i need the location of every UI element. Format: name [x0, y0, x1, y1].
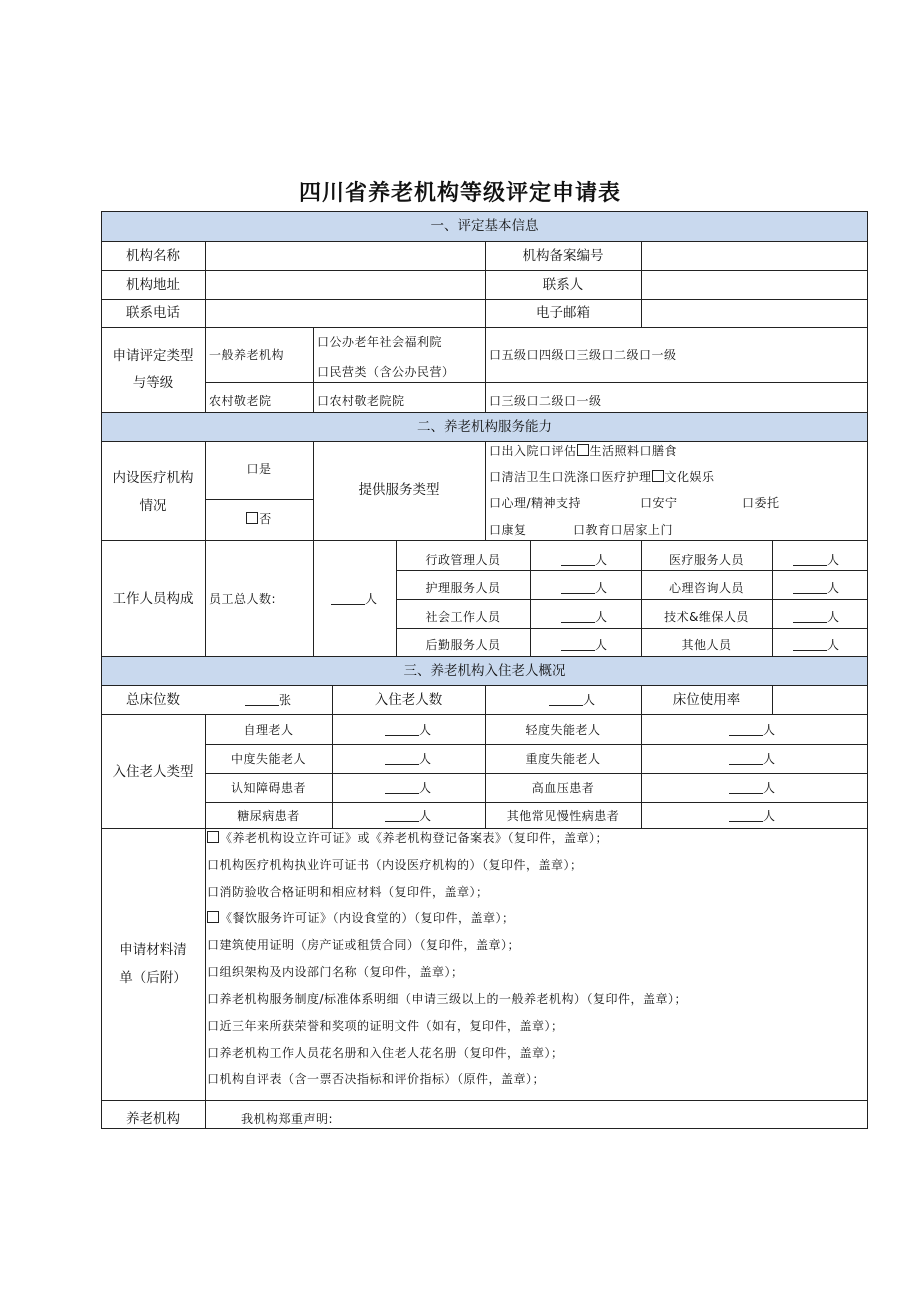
counseling-staff-label: 心理咨询人员 — [668, 581, 744, 595]
address-field[interactable] — [207, 272, 484, 298]
divider — [313, 327, 314, 412]
material-item[interactable]: 口养老机构服务制度/标准体系明细（申请三级以上的一般养老机构）（复印件，盖章）； — [207, 992, 688, 1006]
unit-text: 人 — [595, 638, 608, 652]
moderate-disability-field[interactable] — [385, 751, 432, 767]
logistics-staff-label: 后勤服务人员 — [425, 638, 501, 652]
unit-text: 人 — [827, 638, 840, 652]
self-care-label: 自理老人 — [243, 723, 294, 737]
rural-option[interactable]: 口农村敬老院院 — [317, 394, 405, 408]
email-label: 电子邮箱 — [536, 305, 590, 321]
checkbox-icon — [652, 470, 664, 482]
service-type-label: 提供服务类型 — [358, 482, 440, 498]
admin-staff-field[interactable] — [561, 552, 608, 568]
divider — [101, 828, 868, 829]
service-option-text: 生活照料口膳食 — [589, 444, 678, 458]
divider — [396, 570, 868, 571]
severe-disability-label: 重度失能老人 — [525, 752, 601, 766]
section3-heading: 三、养老机构入住老人概况 — [403, 663, 566, 679]
medical-no-option[interactable] — [205, 511, 313, 527]
divider — [772, 685, 773, 714]
checkbox-icon — [207, 831, 219, 843]
admin-staff-label: 行政管理人员 — [425, 553, 501, 567]
page-title: 四川省养老机构等级评定申请表 — [298, 181, 621, 206]
divider — [396, 628, 868, 629]
chronic-label: 其他常见慢性病患者 — [506, 809, 620, 823]
record-number-field[interactable] — [643, 243, 866, 269]
material-item[interactable]: 口组织架构及内设部门名称（复印件，盖章）； — [207, 965, 464, 979]
unit-text: 人 — [419, 781, 432, 795]
unit-text: 人 — [827, 610, 840, 624]
moderate-disability-label: 中度失能老人 — [230, 752, 306, 766]
social-staff-field[interactable] — [561, 609, 608, 625]
service-option-text: 口出入院口评估 — [489, 444, 577, 458]
checkbox-icon — [207, 911, 219, 923]
medical-staff-label: 医疗服务人员 — [668, 553, 744, 567]
divider — [205, 802, 868, 803]
contact-label: 联系人 — [542, 277, 584, 293]
section2-heading: 二、养老机构服务能力 — [417, 419, 552, 435]
divider — [332, 714, 333, 828]
occupancy-label: 床位使用率 — [672, 692, 741, 708]
service-options-line[interactable] — [489, 443, 677, 459]
divider — [101, 1100, 868, 1101]
border-bottom — [101, 1128, 868, 1129]
unit-text: 人 — [583, 693, 596, 707]
diabetes-field[interactable] — [385, 808, 432, 824]
hypertension-label: 高血压患者 — [531, 781, 595, 795]
residents-label: 入住老人数 — [374, 692, 443, 708]
service-option-text: 口清洁卫生口洗涤口医疗护理 — [489, 470, 652, 484]
staff-total-label: 员工总人数: — [209, 592, 277, 606]
service-option-education[interactable]: 口教育口居家上门 — [573, 523, 674, 537]
divider — [530, 540, 531, 656]
technical-staff-label: 技术&维保人员 — [664, 610, 749, 624]
materials-label: 申请材料清 — [119, 942, 187, 958]
rural-grade-options[interactable]: 口三级口二级口一级 — [489, 394, 602, 408]
material-item[interactable]: 口消防验收合格证明和相应材料（复印件，盖章）； — [207, 885, 489, 899]
other-staff-label: 其他人员 — [681, 638, 732, 652]
mild-disability-label: 轻度失能老人 — [525, 723, 601, 737]
unit-text: 人 — [595, 610, 608, 624]
divider — [205, 241, 206, 412]
staff-total-field[interactable] — [331, 591, 378, 607]
medical-staff-field[interactable] — [793, 552, 840, 568]
service-option-hospice[interactable]: 口安宁 — [640, 496, 678, 510]
org-name-label: 机构名称 — [126, 248, 180, 264]
address-label: 机构地址 — [126, 277, 180, 293]
divider — [641, 241, 642, 327]
phone-label: 联系电话 — [126, 305, 180, 321]
type-label: 申请评定类型 — [112, 348, 194, 364]
unit-text: 人 — [827, 553, 840, 567]
checkbox-icon — [577, 444, 589, 456]
nursing-staff-field[interactable] — [561, 580, 608, 596]
divider — [313, 540, 314, 656]
unit-text: 人 — [419, 723, 432, 737]
record-number-label: 机构备案编号 — [522, 248, 604, 264]
diabetes-label: 糖尿病患者 — [237, 809, 300, 823]
unit-text: 人 — [763, 723, 776, 737]
nursing-staff-label: 护理服务人员 — [425, 581, 501, 595]
unit-text: 人 — [763, 809, 776, 823]
divider — [205, 714, 206, 1128]
general-option-private[interactable]: 口民营类（含公办民营） — [317, 365, 455, 379]
unit-text: 人 — [763, 781, 776, 795]
contact-field[interactable] — [643, 272, 866, 298]
staff-label: 工作人员构成 — [112, 591, 194, 607]
materials-label: 单（后附） — [119, 970, 187, 986]
resident-types-label: 入住老人类型 — [112, 764, 194, 780]
border-top — [101, 211, 868, 212]
material-item[interactable] — [207, 910, 515, 926]
divider — [205, 773, 868, 774]
medical-label: 内设医疗机构 — [112, 470, 194, 486]
material-item[interactable]: 口建筑使用证明（房产证或租赁合同）（复印件，盖章）； — [207, 938, 521, 952]
cognitive-field[interactable] — [385, 780, 432, 796]
occupancy-field[interactable] — [774, 687, 866, 713]
counseling-staff-field[interactable] — [793, 580, 840, 596]
declaration-text: 我机构郑重声明: — [241, 1112, 334, 1126]
divider — [205, 499, 313, 500]
medical-yes-option[interactable]: 口是 — [246, 462, 272, 476]
unit-text: 人 — [419, 809, 432, 823]
material-text: 《养老机构设立许可证》或《养老机构登记备案表》（复印件，盖章）； — [220, 831, 609, 845]
divider — [396, 599, 868, 600]
general-grade-options[interactable]: 口五级口四级口三级口二级口一级 — [489, 348, 677, 362]
chronic-field[interactable] — [729, 808, 776, 824]
divider — [101, 656, 868, 657]
medical-no-text: 否 — [259, 512, 272, 526]
mild-disability-field[interactable] — [729, 722, 776, 738]
material-item[interactable]: 口机构自评表（含一票否决指标和评价指标）（原件，盖章）； — [207, 1072, 546, 1086]
beds-label: 总床位数 — [126, 692, 180, 708]
unit-text: 人 — [595, 553, 608, 567]
cognitive-label: 认知障碍患者 — [230, 781, 306, 795]
material-item[interactable] — [207, 830, 608, 846]
unit-text: 人 — [827, 581, 840, 595]
divider — [101, 412, 868, 413]
unit-text: 张 — [279, 693, 292, 707]
application-form-table — [101, 211, 868, 1129]
service-option-psych[interactable]: 口心理/精神支持 — [489, 496, 582, 510]
service-option-rehab[interactable]: 口康复 — [489, 523, 527, 537]
hypertension-field[interactable] — [729, 780, 776, 796]
medical-label: 情况 — [139, 498, 167, 514]
material-item[interactable]: 口近三年来所获荣誉和奖项的证明文件（如有，复印件，盖章）； — [207, 1019, 564, 1033]
divider — [485, 327, 486, 412]
type-label: 与等级 — [132, 375, 174, 391]
residents-field[interactable] — [549, 692, 596, 708]
divider — [772, 540, 773, 656]
unit-text: 人 — [365, 592, 378, 606]
org-name-field[interactable] — [207, 243, 484, 269]
material-item[interactable]: 口养老机构工作人员花名册和入住老人花名册（复印件，盖章）； — [207, 1046, 564, 1060]
email-field[interactable] — [643, 301, 866, 326]
other-staff-field[interactable] — [793, 637, 840, 653]
social-staff-label: 社会工作人员 — [425, 610, 501, 624]
technical-staff-field[interactable] — [793, 609, 840, 625]
service-option-text: 文化娱乐 — [664, 470, 715, 484]
beds-field[interactable] — [245, 692, 292, 708]
material-text: 《餐饮服务许可证》（内设食堂的）（复印件，盖章）； — [220, 911, 515, 925]
service-option-entrust[interactable]: 口委托 — [742, 496, 780, 510]
declaration-label: 养老机构 — [126, 1111, 180, 1127]
service-options-line[interactable] — [489, 469, 715, 485]
unit-text: 人 — [763, 752, 776, 766]
divider — [101, 540, 868, 541]
material-item[interactable]: 口机构医疗机构执业许可证书（内设医疗机构的）（复印件，盖章）； — [207, 858, 583, 872]
rural-home-label: 农村敬老院 — [209, 394, 272, 408]
logistics-staff-field[interactable] — [561, 637, 608, 653]
divider — [205, 744, 868, 745]
unit-text: 人 — [595, 581, 608, 595]
divider — [485, 441, 486, 540]
divider — [205, 382, 868, 383]
phone-field[interactable] — [207, 301, 484, 326]
unit-text: 人 — [419, 752, 432, 766]
general-option-public[interactable]: 口公办老年社会福利院 — [317, 335, 443, 349]
self-care-field[interactable] — [385, 722, 432, 738]
general-institution-label: 一般养老机构 — [209, 348, 285, 362]
checkbox-icon — [246, 512, 258, 524]
severe-disability-field[interactable] — [729, 751, 776, 767]
section1-heading: 一、评定基本信息 — [430, 218, 539, 234]
